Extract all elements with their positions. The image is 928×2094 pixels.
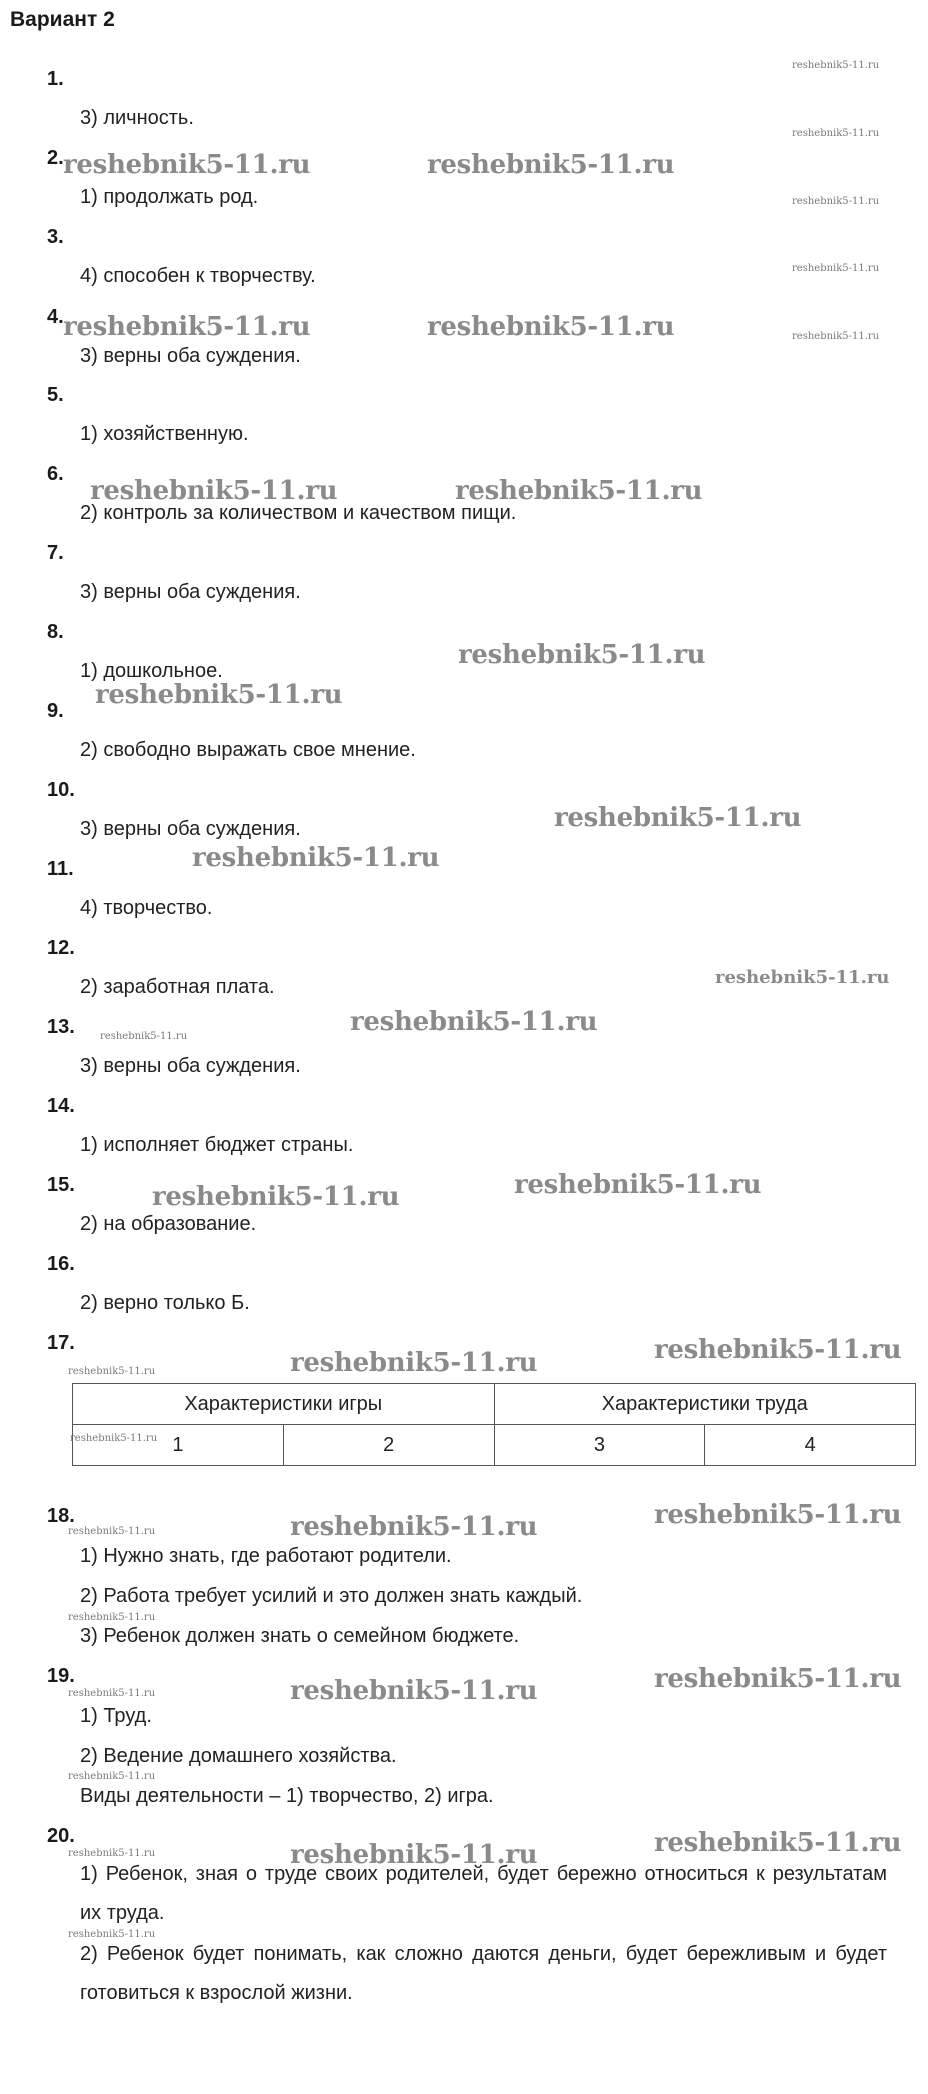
answer: 2) верно только Б. [80,1292,250,1314]
table-cell: 1 [73,1425,284,1466]
table-header-work: Характеристики труда [494,1384,916,1425]
watermark: reshebnik5-11.ru [792,196,880,207]
page-title: Вариант 2 [10,8,115,31]
watermark: reshebnik5-11.ru [427,312,675,342]
answer: 3) верны оба суждения. [80,1055,301,1077]
answer: 2) Работа требует усилий и это должен знать каждый. [80,1585,583,1607]
answer: 2) на образование. [80,1213,257,1235]
watermark: reshebnik5-11.ru [68,1848,156,1859]
answer-paragraph: 1) Ребенок, зная о труде своих родителей, будет бережно относиться к результатам их труда. [80,1863,887,1924]
watermark: reshebnik5-11.ru [63,312,311,342]
watermark: reshebnik5-11.ru [90,476,338,506]
item-number: 13. [47,1016,75,1038]
item-number: 1. [47,68,64,90]
watermark: reshebnik5-11.ru [95,680,343,710]
answer: Виды деятельности – 1) творчество, 2) игра. [80,1785,494,1807]
item-number: 9. [47,700,64,722]
watermark: reshebnik5-11.ru [654,1500,902,1530]
answer: 1) хозяйственную. [80,423,249,445]
answer: 3) Ребенок должен знать о семейном бюджете. [80,1625,520,1647]
watermark: reshebnik5-11.ru [152,1182,400,1212]
watermark: reshebnik5-11.ru [100,1031,188,1042]
item-number: 10. [47,779,75,801]
item-number: 20. [47,1825,75,1847]
answer: 3) верны оба суждения. [80,345,301,367]
item-number: 14. [47,1095,75,1117]
watermark: reshebnik5-11.ru [192,843,440,873]
answer: 4) способен к творчеству. [80,265,316,287]
watermark: reshebnik5-11.ru [715,967,890,988]
item-number: 18. [47,1505,75,1527]
item-number: 7. [47,542,64,564]
watermark: reshebnik5-11.ru [290,1512,538,1542]
watermark: reshebnik5-11.ru [514,1170,762,1200]
watermark: reshebnik5-11.ru [792,128,880,139]
answer: 1) исполняет бюджет страны. [80,1134,354,1156]
watermark: reshebnik5-11.ru [792,263,880,274]
watermark: reshebnik5-11.ru [68,1526,156,1537]
watermark: reshebnik5-11.ru [654,1664,902,1694]
item-number: 4. [47,306,64,328]
watermark: reshebnik5-11.ru [68,1929,156,1940]
item-number: 15. [47,1174,75,1196]
item-number: 5. [47,384,64,406]
table-cell: 2 [283,1425,494,1466]
item-number: 8. [47,621,64,643]
answer: 1) Труд. [80,1705,152,1727]
answer: 4) творчество. [80,897,213,919]
watermark: reshebnik5-11.ru [68,1771,156,1782]
item-number: 6. [47,463,64,485]
item-number: 17. [47,1332,75,1354]
item-number: 11. [47,858,74,880]
watermark: reshebnik5-11.ru [68,1366,156,1377]
watermark: reshebnik5-11.ru [554,803,802,833]
watermark: reshebnik5-11.ru [290,1676,538,1706]
watermark: reshebnik5-11.ru [654,1828,902,1858]
watermark: reshebnik5-11.ru [654,1335,902,1365]
watermark: reshebnik5-11.ru [427,150,675,180]
watermark: reshebnik5-11.ru [455,476,703,506]
item-number: 16. [47,1253,75,1275]
answer: 2) заработная плата. [80,976,275,998]
answer: 3) верны оба суждения. [80,818,301,840]
characteristics-table [72,1383,916,1466]
answer: 1) Нужно знать, где работают родители. [80,1545,452,1567]
watermark: reshebnik5-11.ru [458,640,706,670]
watermark: reshebnik5-11.ru [290,1840,538,1870]
answer: 1) дошкольное. [80,660,223,682]
table-cell: 4 [705,1425,916,1466]
watermark: reshebnik5-11.ru [792,60,880,71]
watermark: reshebnik5-11.ru [350,1007,598,1037]
watermark: reshebnik5-11.ru [68,1612,156,1623]
watermark: reshebnik5-11.ru [68,1688,156,1699]
watermark: reshebnik5-11.ru [290,1348,538,1378]
watermark: reshebnik5-11.ru [70,1433,158,1444]
item-number: 19. [47,1665,75,1687]
answer: 3) личность. [80,107,194,129]
answer: 2) Ведение домашнего хозяйства. [80,1745,397,1767]
item-number: 3. [47,226,64,248]
item-number: 12. [47,937,75,959]
watermark: reshebnik5-11.ru [792,331,880,342]
answer: 1) продолжать род. [80,186,259,208]
answer-paragraph: 2) Ребенок будет понимать, как сложно даются деньги, будет бережливым и будет готовиться к взрослой жизни. [80,1943,887,2004]
table-row [73,1425,916,1466]
answer: 2) контроль за количеством и качеством пищи. [80,502,517,524]
answer: 2) свободно выражать свое мнение. [80,739,416,761]
answer: 3) верны оба суждения. [80,581,301,603]
table-header-game: Характеристики игры [73,1384,495,1425]
table-header-row [73,1384,916,1425]
item-number: 2. [47,147,64,169]
watermark: reshebnik5-11.ru [63,150,311,180]
table-cell: 3 [494,1425,705,1466]
